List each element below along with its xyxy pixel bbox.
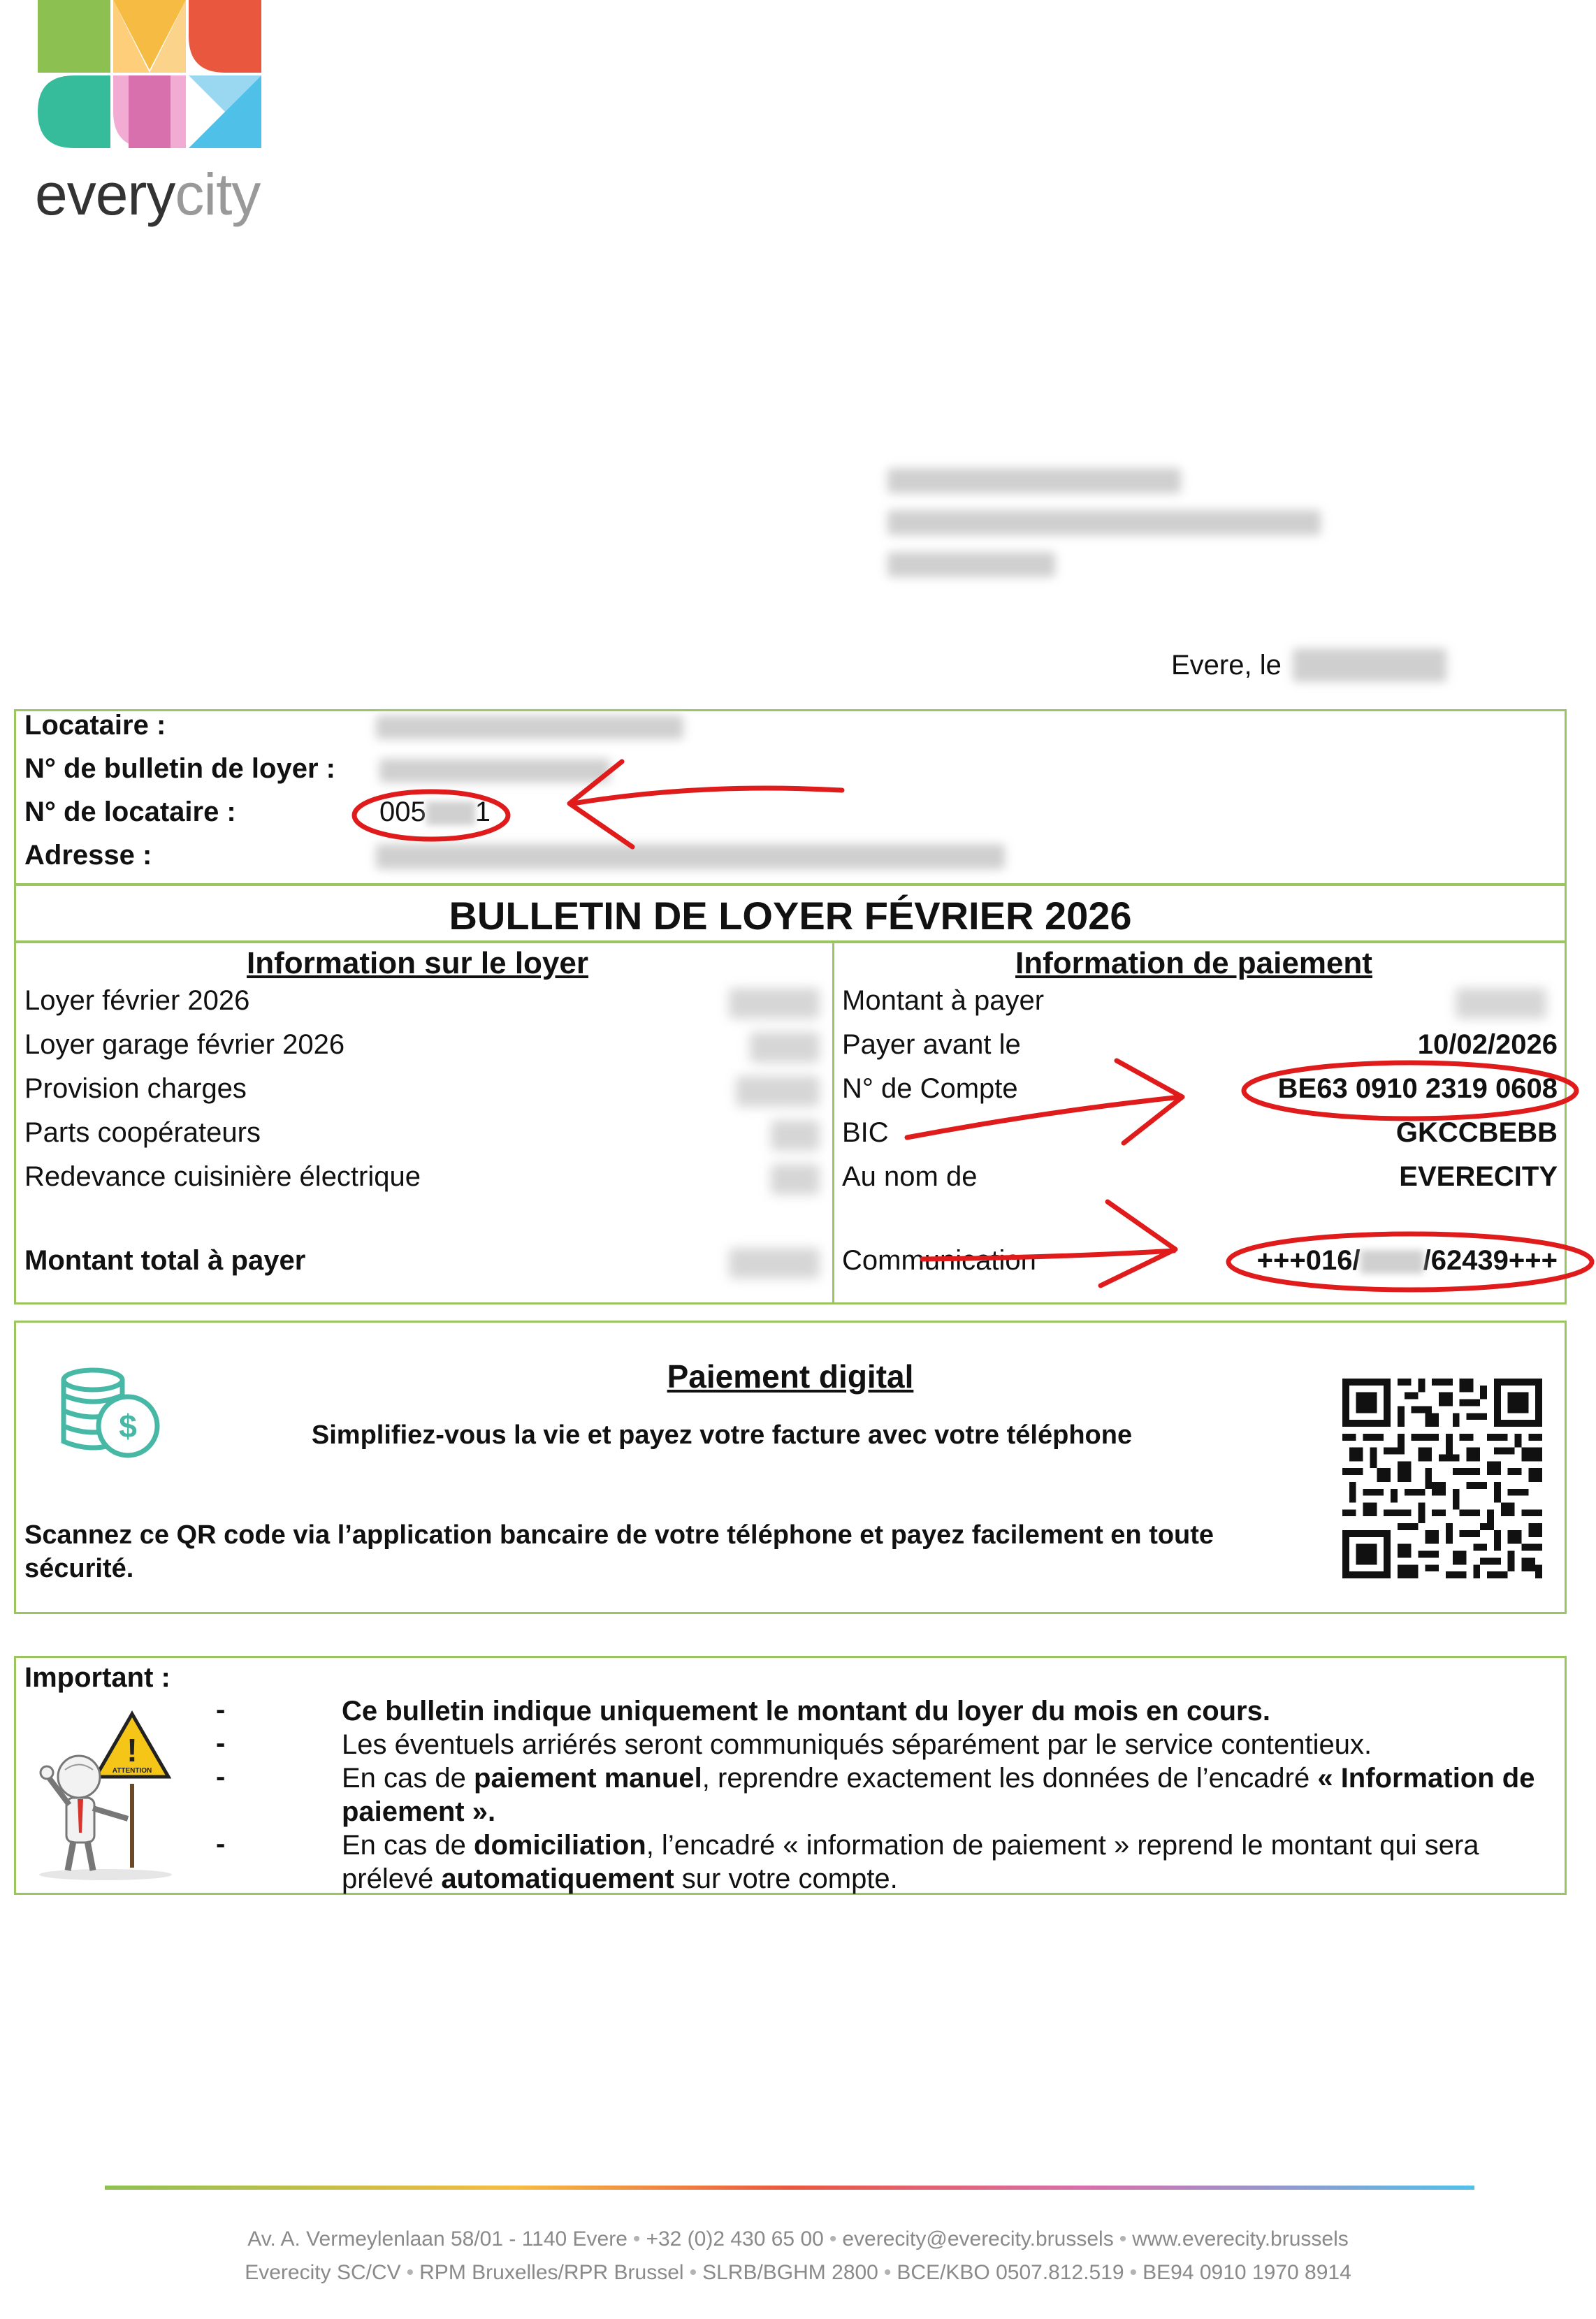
communication-value: +++016/ /62439+++ [1256, 1245, 1558, 1276]
footer-address: Av. A. Vermeylenlaan 58/01 - 1140 Evere [247, 2227, 627, 2251]
bullet-1: Ce bulletin indique uniquement le montant du loyer du mois en cours. [342, 1696, 1270, 1726]
parts-value-redacted [771, 1120, 820, 1151]
redevance-value-redacted [771, 1164, 820, 1195]
bulletin-title-box [14, 884, 1567, 943]
svg-text:!: ! [126, 1732, 138, 1768]
footer-rpm: RPM Bruxelles/RPR Brussel [419, 2261, 684, 2284]
label-tenant-number: N° de locataire : [24, 797, 236, 827]
footer-line-1: Av. A. Vermeylenlaan 58/01 - 1140 Evere • +32 (0)2 430 65 00 • everecity@everecity.brussels • www.everecity.brussels [247, 2227, 1349, 2251]
footer-bce: BCE/KBO 0507.812.519 [897, 2261, 1124, 2284]
digital-payment-title: Paiement digital [667, 1358, 914, 1395]
logo-wordmark [35, 161, 260, 228]
footer-website[interactable]: www.everecity.brussels [1132, 2227, 1349, 2251]
bullet-4: En cas de domiciliation, l’encadré « information de paiement » reprend le montant qui sera prélevé automatiquement sur votre compte. [342, 1830, 1479, 1894]
footer-iban: BE94 0910 1970 8914 [1142, 2261, 1351, 2284]
date-redacted [1293, 648, 1446, 682]
payment-info-heading: Information de paiement [1015, 946, 1372, 980]
rent-row-charges: Provision charges [24, 1073, 247, 1104]
bullet-dash-1: - [216, 1694, 226, 1725]
payment-qr-code[interactable] [1342, 1379, 1542, 1578]
rent-row-redevance: Redevance cuisinière électrique [24, 1161, 421, 1192]
warning-sign-figure-icon [29, 1700, 189, 1882]
amount-value-redacted [1456, 988, 1546, 1019]
address-redacted [376, 844, 1005, 869]
footer-email[interactable]: everecity@everecity.brussels [842, 2227, 1114, 2251]
date-line: Evere, le [1171, 650, 1282, 681]
rent-info-heading: Information sur le loyer [247, 946, 588, 980]
amount-label: Montant à payer [842, 985, 1045, 1016]
svg-text:$: $ [119, 1408, 137, 1444]
bulletin-title: BULLETIN DE LOYER FÉVRIER 2026 [449, 894, 1132, 938]
recipient-address-redacted [887, 468, 1335, 594]
rent-row-garage: Loyer garage février 2026 [24, 1029, 345, 1060]
tenant-info-box [14, 709, 1567, 885]
svg-text:ATTENTION: ATTENTION [112, 1767, 152, 1775]
communication-label: Communication [842, 1245, 1036, 1276]
rent-row-parts: Parts coopérateurs [24, 1117, 261, 1148]
column-divider [832, 943, 834, 1302]
bullet-2: Les éventuels arriérés seront communiqués séparément par le service contentieux. [342, 1729, 1372, 1760]
bullet-dash-2: - [216, 1728, 226, 1759]
total-value-redacted [729, 1248, 820, 1279]
footer-company: Everecity SC/CV [245, 2261, 401, 2284]
digital-payment-instructions: Scannez ce QR code via l’application bancaire de votre téléphone et payez facilement en toute sécurité. [24, 1520, 1214, 1583]
holder-label: Au nom de [842, 1161, 978, 1192]
bulletin-number-redacted [379, 759, 610, 783]
charges-value-redacted [736, 1076, 820, 1107]
logo-word-city: city [175, 161, 261, 227]
rent-payment-info-box [14, 941, 1567, 1304]
due-value: 10/02/2026 [1417, 1029, 1558, 1060]
account-label: N° de Compte [842, 1073, 1018, 1104]
rent-row-loyer: Loyer février 2026 [24, 985, 250, 1016]
footer-phone[interactable]: +32 (0)2 430 65 00 [646, 2227, 824, 2251]
footer-color-line [105, 2186, 1474, 2190]
tenant-name-redacted [376, 715, 683, 739]
rent-value-redacted [729, 988, 820, 1019]
important-title: Important : [24, 1662, 171, 1693]
bic-label: BIC [842, 1117, 889, 1148]
due-label: Payer avant le [842, 1029, 1021, 1060]
label-locataire: Locataire : [24, 710, 166, 741]
footer-slrb: SLRB/BGHM 2800 [702, 2261, 878, 2284]
holder-value: EVERECITY [1399, 1161, 1558, 1192]
bullet-3: En cas de paiement manuel, reprendre exactement les données de l’encadré « Information de paiement ». [342, 1763, 1535, 1827]
account-value: BE63 0910 2319 0608 [1277, 1073, 1558, 1104]
garage-value-redacted [750, 1032, 820, 1063]
rent-total-label: Montant total à payer [24, 1245, 306, 1276]
bullet-dash-3: - [216, 1761, 226, 1792]
label-bulletin-number: N° de bulletin de loyer : [24, 753, 335, 784]
label-address: Adresse : [24, 840, 152, 871]
tenant-number: 005 1 [379, 797, 491, 827]
digital-payment-subtitle: Simplifiez-vous la vie et payez votre facture avec votre téléphone [311, 1420, 1133, 1450]
logo-word-every: every [35, 161, 175, 227]
bullet-dash-4: - [216, 1829, 226, 1859]
footer-line-2: Everecity SC/CV • RPM Bruxelles/RPR Brussel • SLRB/BGHM 2800 • BCE/KBO 0507.812.519 • BE94 0910 1970 8914 [245, 2261, 1351, 2284]
bic-value: GKCCBEBB [1395, 1117, 1558, 1148]
important-box [14, 1656, 1567, 1895]
digital-payment-box [14, 1321, 1567, 1614]
